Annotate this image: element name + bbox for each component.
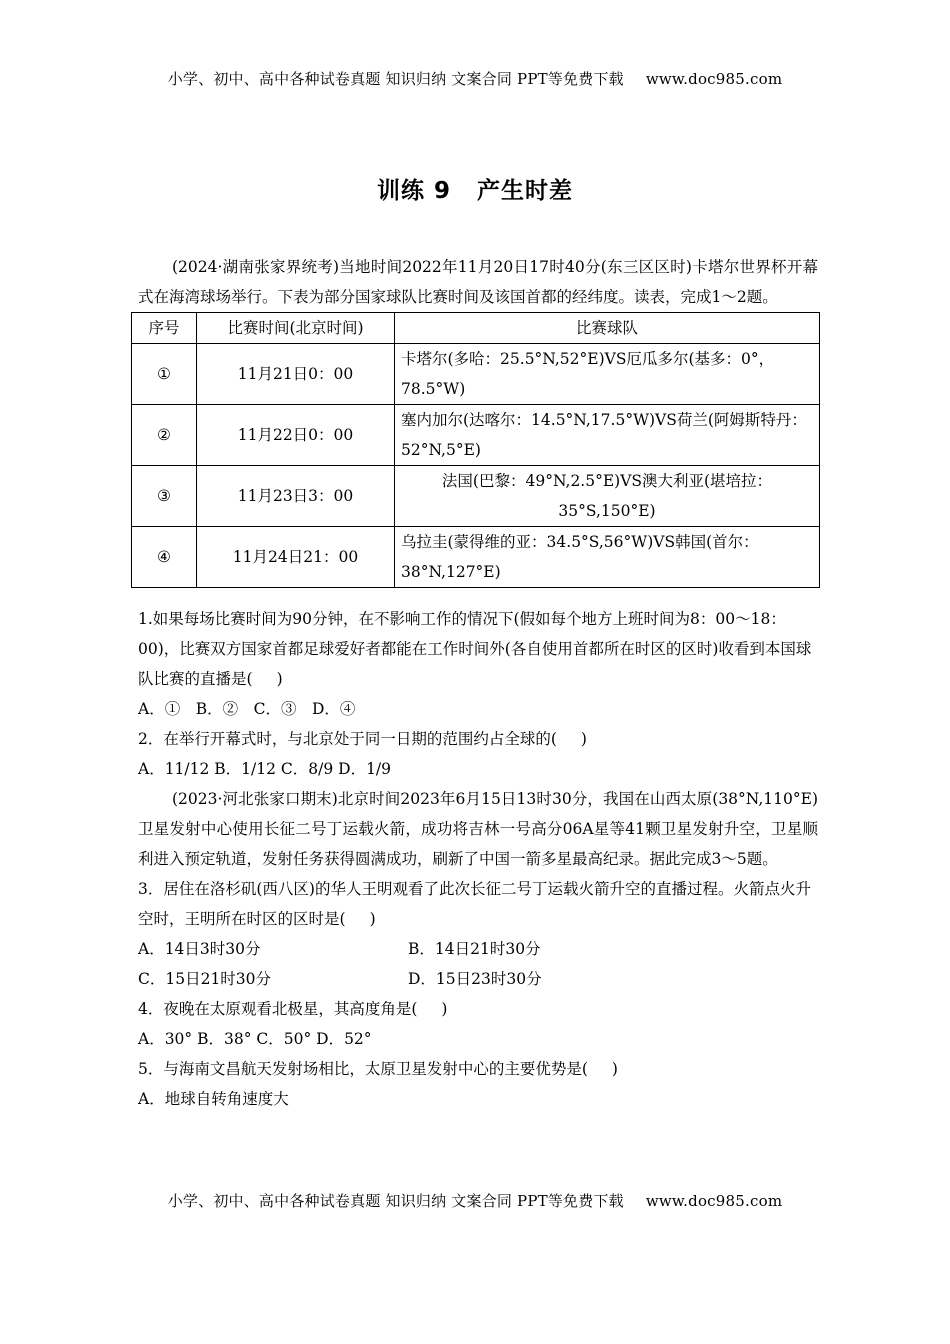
page-header <box>0 68 950 89</box>
table-header-time: 比赛时间(北京时间) <box>197 313 395 344</box>
table-header-teams: 比赛球队 <box>395 313 820 344</box>
match-table <box>131 312 820 588</box>
row-teams: 卡塔尔(多哈：25.5°N,52°E)VS厄瓜多尔(基多：0°，78.5°W) <box>395 344 820 405</box>
row-no: ④ <box>132 527 197 588</box>
row-teams: 法国(巴黎：49°N,2.5°E)VS澳大利亚(堪培拉：35°S,150°E) <box>395 466 820 527</box>
option-a: A．14日3时30分 <box>138 940 261 958</box>
option-b: B．14日21时30分 <box>408 940 541 958</box>
row-time: 11月22日0：00 <box>197 405 395 466</box>
header-site: www.doc985.com <box>645 70 783 88</box>
question-3: 3．居住在洛杉矶(西八区)的华人王明观看了此次长征二号丁运载火箭升空的直播过程。火箭点火升空时，王明所在时区的区时是( ) <box>138 880 811 928</box>
question-1: 1.如果每场比赛时间为90分钟，在不影响工作的情况下(假如每个地方上班时间为8：00～18：00)，比赛双方国家首都足球爱好者都能在工作时间外(各自使用首都所在时区的区时)收看到本国球队比赛的直播是( ) <box>138 610 812 688</box>
question-5: 5．与海南文昌航天发射场相比，太原卫星发射中心的主要优势是( ) <box>138 1060 618 1078</box>
question-1-options: A．① B．② C．③ D．④ <box>138 700 356 718</box>
question-3-options-row-2 <box>138 964 818 994</box>
title-part2: 产生时差 <box>477 178 573 204</box>
table-row <box>132 344 820 405</box>
page-footer <box>0 1190 950 1211</box>
row-no: ① <box>132 344 197 405</box>
table-header-row <box>132 313 820 344</box>
question-4: 4．夜晚在太原观看北极星，其高度角是( ) <box>138 1000 448 1018</box>
question-4-options: A．30° B．38° C．50° D．52° <box>138 1030 372 1048</box>
footer-text: 小学、初中、高中各种试卷真题 知识归纳 文案合同 PPT等免费下载 <box>167 1192 624 1210</box>
question-2: 2．在举行开幕式时，与北京处于同一日期的范围约占全球的( ) <box>138 730 587 748</box>
table-header-no: 序号 <box>132 313 197 344</box>
intro-paragraph-1: (2024·湖南张家界统考)当地时间2022年11月20日17时40分(东三区区时)卡塔尔世界杯开幕式在海湾球场举行。下表为部分国家球队比赛时间及该国首都的经纬度。读表，完成1～2题。 <box>138 258 818 306</box>
document-body <box>138 252 818 1114</box>
row-teams: 乌拉圭(蒙得维的亚：34.5°S,56°W)VS韩国(首尔：38°N,127°E) <box>395 527 820 588</box>
table-row <box>132 527 820 588</box>
question-5-option-a: A．地球自转角速度大 <box>138 1090 289 1108</box>
footer-site: www.doc985.com <box>645 1192 783 1210</box>
table-row <box>132 466 820 527</box>
row-time: 11月21日0：00 <box>197 344 395 405</box>
header-text: 小学、初中、高中各种试卷真题 知识归纳 文案合同 PPT等免费下载 <box>167 70 624 88</box>
question-3-options-row-1 <box>138 934 818 964</box>
row-no: ② <box>132 405 197 466</box>
row-no: ③ <box>132 466 197 527</box>
option-d: D．15日23时30分 <box>408 970 542 988</box>
row-time: 11月23日3：00 <box>197 466 395 527</box>
question-2-options: A．11/12 B．1/12 C．8/9 D．1/9 <box>138 760 392 778</box>
option-c: C．15日21时30分 <box>138 970 272 988</box>
table-row <box>132 405 820 466</box>
row-teams: 塞内加尔(达喀尔：14.5°N,17.5°W)VS荷兰(阿姆斯特丹：52°N,5°E) <box>395 405 820 466</box>
title-part1: 训练 9 <box>376 178 451 204</box>
page-title <box>0 172 950 205</box>
intro-paragraph-2: (2023·河北张家口期末)北京时间2023年6月15日13时30分，我国在山西太原(38°N,110°E)卫星发射中心使用长征二号丁运载火箭，成功将吉林一号高分06A星等41颗卫星发射升空，卫星顺利进入预定轨道，发射任务获得圆满成功，刷新了中国一箭多星最高纪录。据此完成3～5题。 <box>138 790 818 868</box>
row-time: 11月24日21：00 <box>197 527 395 588</box>
